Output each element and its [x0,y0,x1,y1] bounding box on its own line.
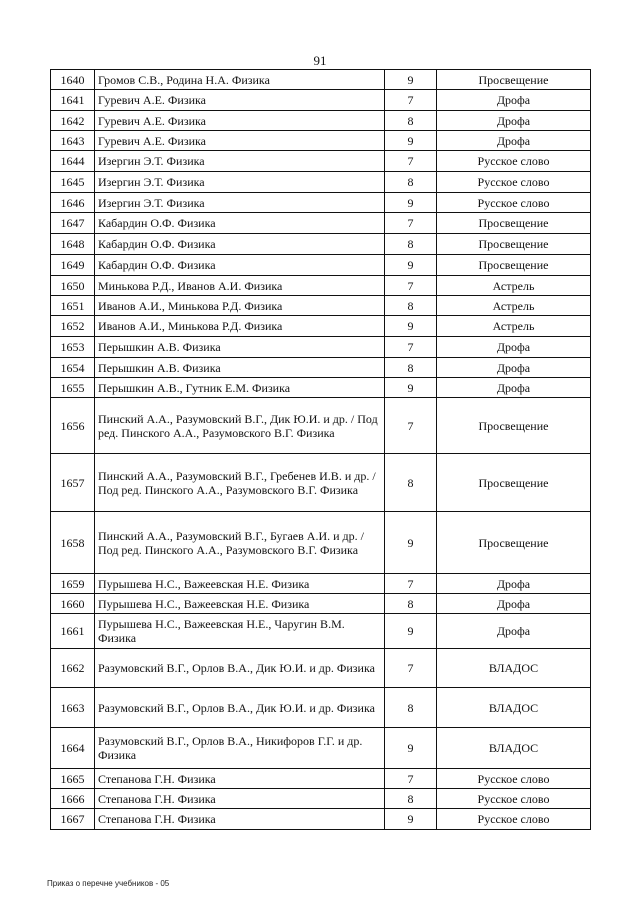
row-number: 1667 [51,809,95,830]
row-publisher: Просвещение [437,512,591,574]
row-number: 1645 [51,172,95,193]
table-row [51,90,591,111]
table-row [51,454,591,512]
row-author-title: Пинский А.А., Разумовский В.Г., Дик Ю.И. и др. / Под ред. Пинского А.А., Разумовского В.Г. Физика [95,398,385,454]
table-row [51,213,591,234]
row-number: 1643 [51,131,95,151]
row-grade: 7 [385,398,437,454]
row-number: 1650 [51,276,95,296]
row-publisher: Просвещение [437,255,591,276]
row-grade: 7 [385,90,437,111]
row-author-title: Пурышева Н.С., Важеевская Н.Е. Физика [95,594,385,614]
page-number: 91 [313,53,327,68]
table-row [51,594,591,614]
row-publisher: ВЛАДОС [437,649,591,688]
row-number: 1649 [51,255,95,276]
row-grade: 9 [385,809,437,830]
table-row [51,398,591,454]
row-number: 1659 [51,574,95,594]
table-row [51,809,591,830]
row-grade: 8 [385,454,437,512]
row-author-title: Разумовский В.Г., Орлов В.А., Дик Ю.И. и др. Физика [95,688,385,728]
table-row [51,151,591,172]
row-number: 1664 [51,728,95,769]
row-grade: 8 [385,789,437,809]
row-number: 1657 [51,454,95,512]
table-row [51,70,591,90]
row-grade: 8 [385,358,437,378]
row-author-title: Гуревич А.Е. Физика [95,111,385,131]
row-grade: 8 [385,296,437,316]
row-author-title: Перышкин А.В. Физика [95,337,385,358]
row-publisher: Астрель [437,296,591,316]
row-publisher: Дрофа [437,358,591,378]
row-publisher: Дрофа [437,337,591,358]
row-author-title: Изергин Э.Т. Физика [95,151,385,172]
row-publisher: Просвещение [437,398,591,454]
row-number: 1647 [51,213,95,234]
row-author-title: Перышкин А.В., Гутник Е.М. Физика [95,378,385,398]
table-row [51,276,591,296]
table-row [51,378,591,398]
row-publisher: Дрофа [437,131,591,151]
footer-note: Приказ о перечне учебников - 05 [47,879,170,888]
row-grade: 8 [385,111,437,131]
row-number: 1665 [51,769,95,789]
row-publisher: Астрель [437,276,591,296]
row-author-title: Разумовский В.Г., Орлов В.А., Дик Ю.И. и др. Физика [95,649,385,688]
row-grade: 9 [385,614,437,649]
row-author-title: Изергин Э.Т. Физика [95,193,385,213]
row-number: 1661 [51,614,95,649]
table-row [51,769,591,789]
row-publisher: Просвещение [437,234,591,255]
row-author-title: Пурышева Н.С., Важеевская Н.Е., Чаругин В.М. Физика [95,614,385,649]
row-number: 1644 [51,151,95,172]
row-number: 1658 [51,512,95,574]
row-grade: 8 [385,234,437,255]
row-number: 1641 [51,90,95,111]
row-author-title: Кабардин О.Ф. Физика [95,255,385,276]
table-row [51,296,591,316]
table-row [51,649,591,688]
row-number: 1640 [51,70,95,90]
row-grade: 9 [385,378,437,398]
row-author-title: Иванов А.И., Минькова Р.Д. Физика [95,296,385,316]
table-row [51,111,591,131]
row-author-title: Перышкин А.В. Физика [95,358,385,378]
row-number: 1666 [51,789,95,809]
row-author-title: Разумовский В.Г., Орлов В.А., Никифоров Г.Г. и др. Физика [95,728,385,769]
row-publisher: Просвещение [437,70,591,90]
table-row [51,512,591,574]
table-row [51,688,591,728]
row-number: 1651 [51,296,95,316]
row-grade: 7 [385,276,437,296]
row-publisher: Дрофа [437,574,591,594]
row-number: 1652 [51,316,95,337]
row-grade: 7 [385,649,437,688]
row-author-title: Иванов А.И., Минькова Р.Д. Физика [95,316,385,337]
table-row [51,234,591,255]
row-author-title: Минькова Р.Д., Иванов А.И. Физика [95,276,385,296]
row-publisher: Астрель [437,316,591,337]
row-grade: 7 [385,337,437,358]
table-row [51,728,591,769]
row-number: 1656 [51,398,95,454]
row-grade: 8 [385,172,437,193]
row-author-title: Кабардин О.Ф. Физика [95,213,385,234]
row-author-title: Пурышева Н.С., Важеевская Н.Е. Физика [95,574,385,594]
table-body [51,70,591,830]
row-publisher: Русское слово [437,193,591,213]
row-grade: 9 [385,193,437,213]
row-publisher: Дрофа [437,594,591,614]
row-publisher: Русское слово [437,789,591,809]
table-row [51,193,591,213]
row-grade: 7 [385,574,437,594]
row-publisher: Русское слово [437,809,591,830]
row-number: 1655 [51,378,95,398]
table-row [51,316,591,337]
table-row [51,574,591,594]
row-author-title: Громов С.В., Родина Н.А. Физика [95,70,385,90]
row-author-title: Гуревич А.Е. Физика [95,90,385,111]
row-number: 1646 [51,193,95,213]
row-number: 1642 [51,111,95,131]
row-number: 1648 [51,234,95,255]
row-publisher: Русское слово [437,769,591,789]
row-publisher: Дрофа [437,90,591,111]
row-author-title: Степанова Г.Н. Физика [95,789,385,809]
row-grade: 8 [385,594,437,614]
row-author-title: Степанова Г.Н. Физика [95,769,385,789]
table-row [51,789,591,809]
row-grade: 7 [385,769,437,789]
row-publisher: Дрофа [437,378,591,398]
row-number: 1662 [51,649,95,688]
row-publisher: Просвещение [437,454,591,512]
row-grade: 9 [385,316,437,337]
table-row [51,255,591,276]
table-row [51,172,591,193]
row-publisher: Просвещение [437,213,591,234]
row-author-title: Гуревич А.Е. Физика [95,131,385,151]
table-row [51,131,591,151]
row-author-title: Пинский А.А., Разумовский В.Г., Гребенев И.В. и др. / Под ред. Пинского А.А., Разумовского В.Г. Физика [95,454,385,512]
row-number: 1660 [51,594,95,614]
table-row [51,337,591,358]
row-number: 1663 [51,688,95,728]
row-grade: 9 [385,70,437,90]
table-row [51,614,591,649]
row-grade: 7 [385,213,437,234]
row-author-title: Степанова Г.Н. Физика [95,809,385,830]
row-grade: 8 [385,688,437,728]
row-grade: 9 [385,255,437,276]
row-number: 1654 [51,358,95,378]
row-publisher: ВЛАДОС [437,728,591,769]
row-grade: 9 [385,728,437,769]
textbook-table [50,69,591,830]
row-publisher: Дрофа [437,111,591,131]
row-publisher: Дрофа [437,614,591,649]
row-author-title: Изергин Э.Т. Физика [95,172,385,193]
row-author-title: Пинский А.А., Разумовский В.Г., Бугаев А.И. и др. / Под ред. Пинского А.А., Разумовского В.Г. Физика [95,512,385,574]
row-number: 1653 [51,337,95,358]
row-publisher: ВЛАДОС [437,688,591,728]
row-publisher: Русское слово [437,172,591,193]
table-row [51,358,591,378]
row-publisher: Русское слово [437,151,591,172]
row-grade: 9 [385,131,437,151]
row-grade: 7 [385,151,437,172]
row-grade: 9 [385,512,437,574]
row-author-title: Кабардин О.Ф. Физика [95,234,385,255]
